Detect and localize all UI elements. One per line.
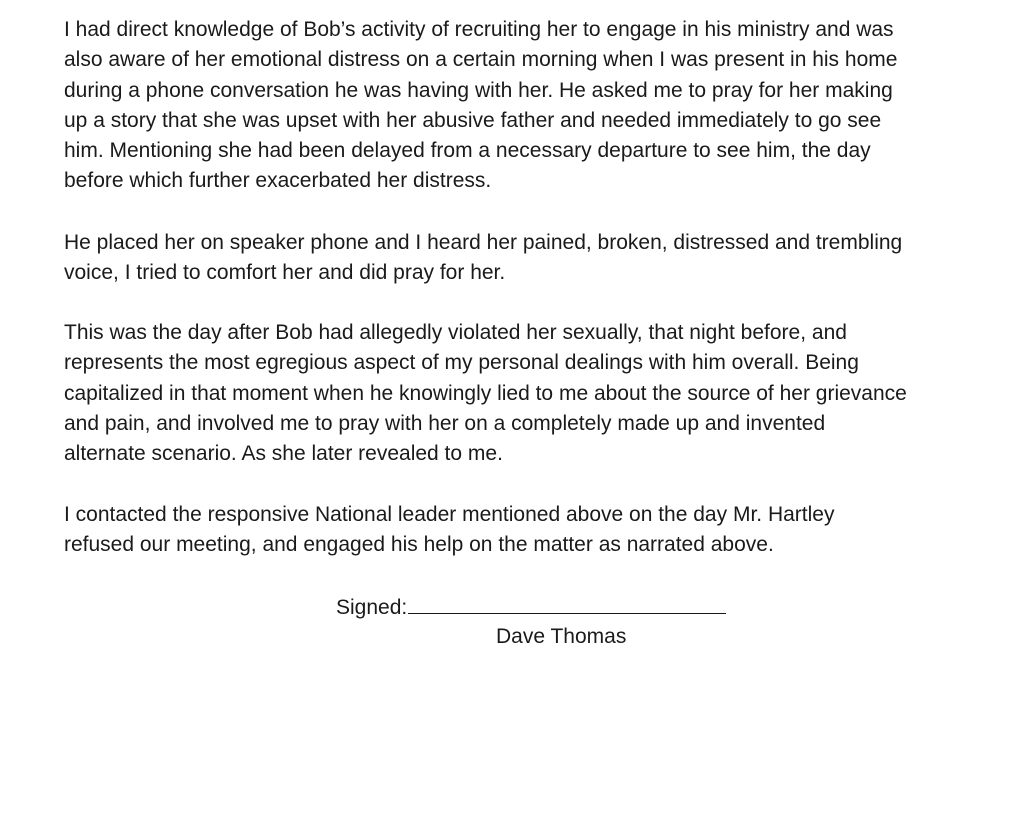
signer-name: Dave Thomas (496, 625, 627, 648)
text-line: also aware of her emotional distress on a certain morning when I was present in his home (64, 48, 898, 72)
text-line: before which further exacerbated her distress. (64, 169, 492, 193)
text-line: and pain, and involved me to pray with her on a completely made up and invented (64, 411, 826, 435)
paragraph-national-leader (64, 500, 994, 561)
text-line: during a phone conversation he was having with her. He asked me to pray for her making (64, 78, 893, 102)
paragraph-direct-knowledge (64, 15, 994, 197)
text-line: up a story that she was upset with her abusive father and needed immediately to go see (64, 108, 882, 132)
text-line: alternate scenario. As she later revealed to me. (64, 442, 503, 466)
text-line: represents the most egregious aspect of my personal dealings with him overall. Being (64, 351, 859, 375)
signature-label: Signed: (336, 596, 408, 619)
text-line: I had direct knowledge of Bob’s activity of recruiting her to engage in his ministry and was (64, 18, 894, 41)
signature-block (336, 591, 726, 623)
paragraph-day-after (64, 318, 994, 469)
paragraph-speaker-phone (64, 228, 994, 289)
text-line: him. Mentioning she had been delayed from a necessary departure to see him, the day (64, 139, 871, 163)
text-line: voice, I tried to comfort her and did pray for her. (64, 261, 506, 285)
text-line: This was the day after Bob had allegedly violated her sexually, that night before, and (64, 321, 847, 344)
text-line: I contacted the responsive National leader mentioned above on the day Mr. Hartley (64, 503, 835, 526)
signature-line (408, 591, 726, 614)
text-line: He placed her on speaker phone and I heard her pained, broken, distressed and trembling (64, 231, 903, 254)
text-line: capitalized in that moment when he knowingly lied to me about the source of her grievance (64, 381, 907, 405)
text-line: refused our meeting, and engaged his help on the matter as narrated above. (64, 533, 774, 557)
